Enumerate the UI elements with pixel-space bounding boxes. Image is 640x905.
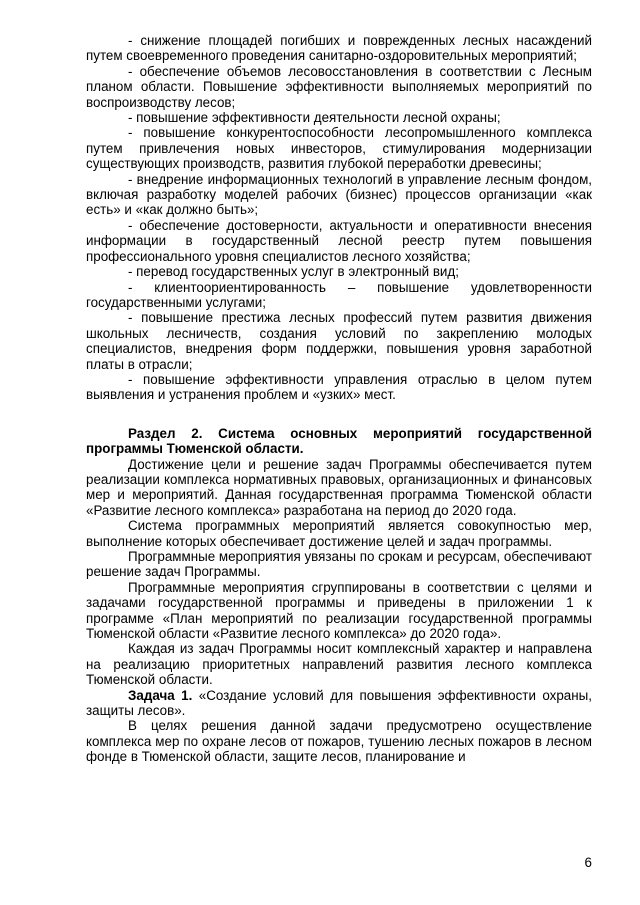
bullet-paragraph: - повышение эффективности деятельности лесной охраны; [128, 110, 501, 126]
section-spacer [86, 403, 592, 426]
bullet-paragraph: - повышение престижа лесных профессий путем развития движения школьных лесничеств, создания условий по закреплению молодых специалистов, внедрения форм поддержки, повышения уровня заработной платы в отрасли; [86, 310, 592, 372]
document-page [86, 33, 592, 765]
page-number: 6 [584, 855, 592, 870]
bullet-paragraph: - перевод государственных услуг в электронный вид; [128, 264, 459, 280]
body-paragraph: Достижение цели и решение задач Программы обеспечивается путем реализации комплекса нормативных правовых, организационных и финансовых мер и мероприятий. Данная государственная программа Тюменской области «Развитие лесного комплекса» разработана на период до 2020 года. [86, 456, 592, 518]
body-paragraph: Система программных мероприятий является совокупностью мер, выполнение которых обеспечивает достижение целей и задач программы. [86, 518, 592, 549]
bullet-paragraph: - обеспечение объемов лесовосстановления в соответствии с Лесным планом области. Повышение эффективности выполняемых мероприятий по воспроизводству лесов; [86, 63, 592, 110]
body-paragraph: Каждая из задач Программы носит комплексный характер и направлена на реализацию приоритетных направлений развития лесного комплекса Тюменской области. [86, 641, 592, 688]
bullet-paragraph: - внедрение информационных технологий в управление лесным фондом, включая разработку моделей рабочих (бизнес) процессов организации «как есть» и «как должно быть»; [86, 171, 592, 218]
body-paragraph: Программные мероприятия сгруппированы в соответствии с целями и задачами государственной программы и приведены в приложении 1 к программе «План мероприятий по реализации государственной программы Тюменской области «Развитие лесного комплекса» до 2020 года». [86, 579, 592, 642]
body-paragraph: В целях решения данной задачи предусмотрено осуществление комплекса мер по охране лесов от пожаров, тушению лесных пожаров в лесном фонде в Тюменской области, защите лесов, планирование и [86, 718, 592, 765]
bullet-paragraph: - обеспечение достоверности, актуальности и оперативности внесения информации в государственный лесной реестр путем повышения профессионального уровня специалистов лесного хозяйства; [86, 217, 592, 264]
body-paragraph: Программные мероприятия увязаны по срокам и ресурсам, обеспечивают решение задач Программы. [86, 549, 592, 580]
bullet-paragraph: - повышение эффективности управления отраслью в целом путем выявления и устранения проблем и «узких» мест. [86, 371, 592, 403]
bullet-paragraph: - снижение площадей погибших и поврежденных лесных насаждений путем своевременного проведения санитарно-оздоровительных мероприятий; [86, 33, 592, 64]
bullet-paragraph: - клиентоориентированность – повышение удовлетворенности государственными услугами; [86, 279, 592, 310]
task-label: Задача 1. [128, 687, 193, 703]
task-paragraph [86, 688, 592, 719]
section-heading: Раздел 2. Система основных мероприятий государственной программы Тюменской области. [86, 425, 592, 457]
task-text: «Создание условий для повышения эффективности охраны, защиты лесов». [86, 687, 592, 719]
bullet-paragraph: - повышение конкурентоспособности лесопромышленного комплекса путем привлечения новых инвесторов, стимулирования модернизации существующих производств, развития глубокой переработки древесины; [86, 125, 592, 172]
